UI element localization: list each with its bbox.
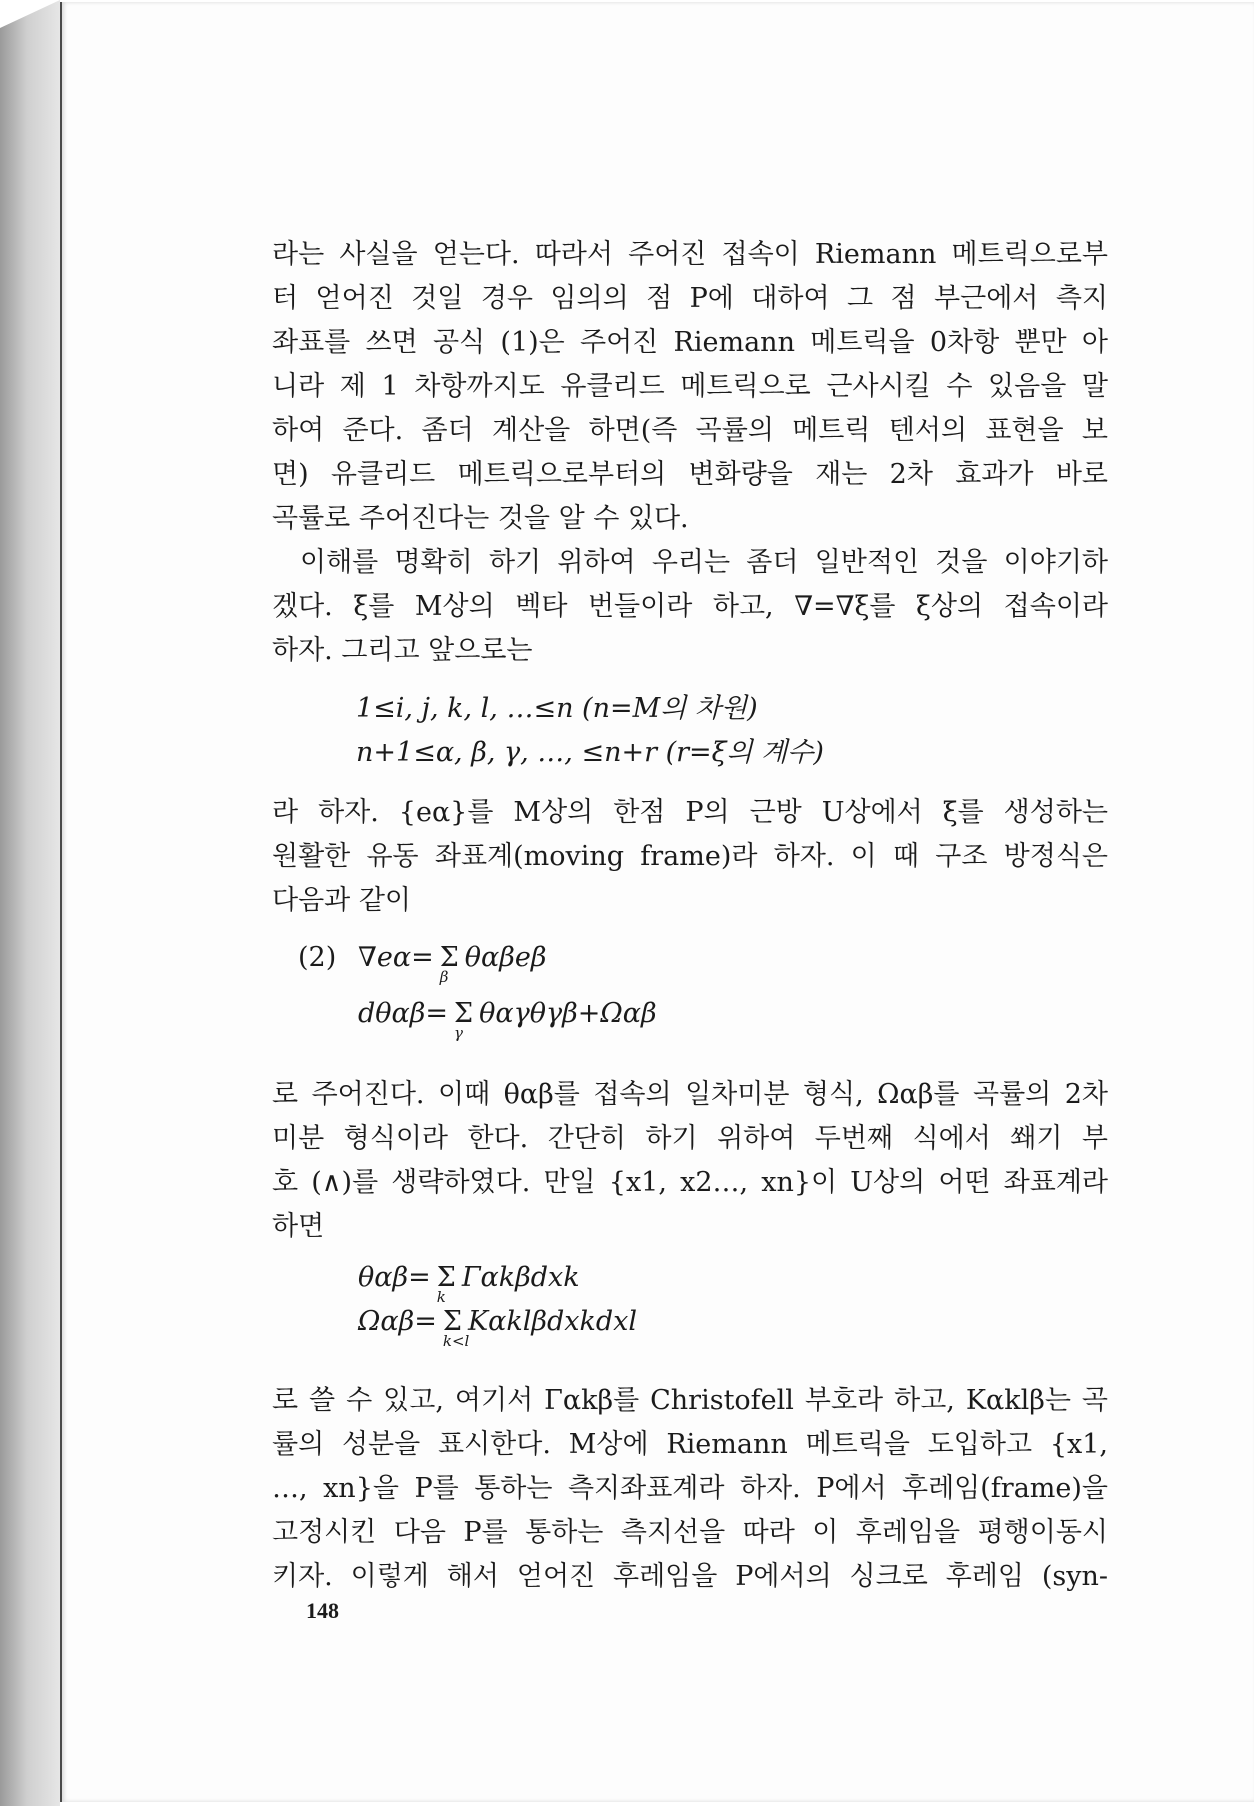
sum-symbol: Σ γ	[454, 998, 474, 1042]
text-line: 로 쓸 수 있고, 여기서 Γαkβ를 Christofell 부호라 하고, Kαklβ는 곡	[272, 1385, 1108, 1416]
page-number: 148	[306, 1598, 339, 1623]
equation-structure-2	[358, 998, 657, 1042]
equation-rhs: Γαkβdxk	[461, 1262, 580, 1293]
text-line: …, xn}을 P를 통하는 측지좌표계라 하자. P에서 후레임(frame)을	[272, 1473, 1108, 1504]
sum-index: k<l	[442, 1332, 470, 1350]
sum-index: γ	[454, 1024, 463, 1042]
text-line: 니라 제 1 차항까지도 유클리드 메트릭으로 근사시킬 수 있음을 말	[272, 371, 1108, 402]
sum-index: k	[436, 1288, 446, 1306]
text-line: 호 (∧)를 생략하였다. 만일 {x1, x2…, xn}이 U상의 어떤 좌표계라	[272, 1167, 1108, 1198]
text-line: 겠다. ξ를 M상의 벡타 번들이라 하고, ∇=∇ξ를 ξ상의 접속이라	[272, 591, 1108, 622]
equation-rhs: θαγθγβ+Ωαβ	[479, 998, 657, 1029]
equation-lhs: dθαβ=	[358, 998, 449, 1029]
text-line: 률의 성분을 표시한다. M상에 Riemann 메트릭을 도입하고 {x1,	[272, 1429, 1108, 1460]
text-line: 곡률로 주어진다는 것을 알 수 있다.	[272, 503, 689, 534]
equation-structure-1	[358, 942, 547, 986]
text-line: 라 하자. {eα}를 M상의 한점 P의 근방 U상에서 ξ를 생성하는	[272, 797, 1108, 828]
text-line: 로 주어진다. 이때 θαβ를 접속의 일차미분 형식, Ωαβ를 곡률의 2차	[272, 1079, 1108, 1110]
text-line: 좌표를 쓰면 공식 (1)은 주어진 Riemann 메트릭을 0차항 뿐만 아	[272, 327, 1108, 358]
text-line: 원활한 유동 좌표계(moving frame)라 하자. 이 때 구조 방정식은	[272, 841, 1108, 872]
equation-lhs: θαβ=	[358, 1262, 431, 1293]
sum-index: β	[439, 968, 449, 986]
equation-label: (2)	[298, 942, 337, 973]
book-spine	[0, 0, 60, 1806]
index-range-line: 1≤i, j, k, l, …≤n (n=M의 차원)	[356, 693, 758, 724]
sum-symbol: Σ k<l	[442, 1306, 470, 1350]
equation-connection-form	[358, 1262, 580, 1306]
text-line: 터 얻어진 것일 경우 임의의 점 P에 대하여 그 점 부근에서 측지	[272, 283, 1108, 314]
sum-symbol: Σ β	[439, 942, 459, 986]
text-line: 키자. 이렇게 해서 얻어진 후레임을 P에서의 싱크로 후레임 (syn-	[272, 1561, 1108, 1592]
sum-symbol: Σ k	[436, 1262, 456, 1306]
text-line: 이해를 명확히 하기 위하여 우리는 좀더 일반적인 것을 이야기하	[300, 547, 1108, 578]
text-line: 면) 유클리드 메트릭으로부터의 변화량을 재는 2차 효과가 바로	[272, 459, 1108, 490]
equation-lhs: ∇eα=	[358, 942, 434, 973]
text-line: 라는 사실을 얻는다. 따라서 주어진 접속이 Riemann 메트릭으로부	[272, 239, 1108, 270]
equation-lhs: Ωαβ=	[358, 1306, 437, 1337]
index-range-line: n+1≤α, β, γ, …, ≤n+r (r=ξ의 계수)	[356, 737, 824, 768]
text-line: 미분 형식이라 한다. 간단히 하기 위하여 두번째 식에서 쐐기 부	[272, 1123, 1108, 1154]
equation-rhs: θαβeβ	[464, 942, 547, 973]
equation-curvature-form	[358, 1306, 637, 1350]
text-line: 다음과 같이	[272, 885, 411, 916]
equation-rhs: Kαklβdxkdxl	[467, 1306, 637, 1337]
text-line: 하여 준다. 좀더 계산을 하면(즉 곡률의 메트릭 텐서의 표현을 보	[272, 415, 1108, 446]
text-line: 하면	[272, 1211, 325, 1242]
text-line: 고정시킨 다음 P를 통하는 측지선을 따라 이 후레임을 평행이동시	[272, 1517, 1108, 1548]
text-line: 하자. 그리고 앞으로는	[272, 635, 533, 666]
